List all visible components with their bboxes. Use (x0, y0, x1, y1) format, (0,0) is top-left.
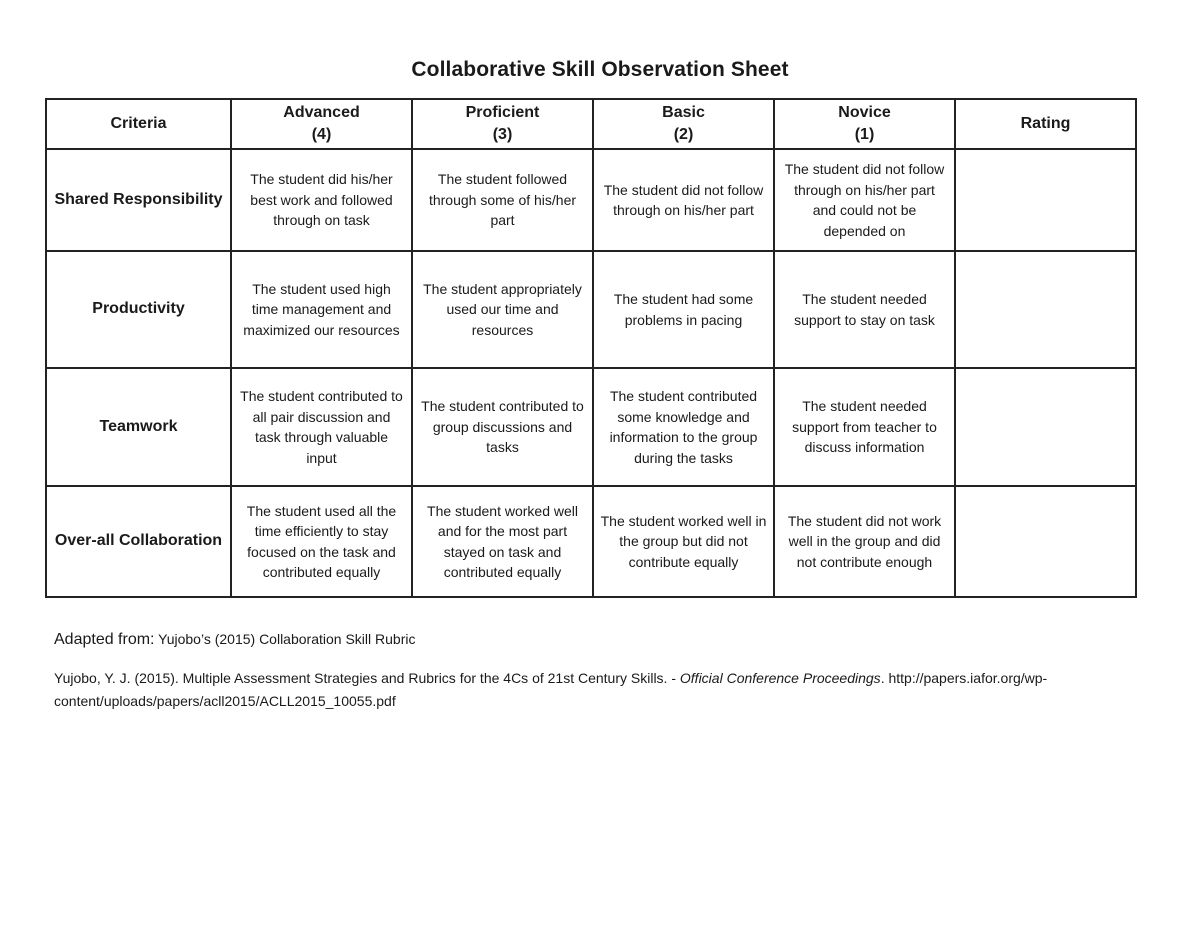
citation-main: Yujobo, Y. J. (2015). Multiple Assessment Strategies and Rubrics for the 4Cs of 21st Century Skills. - (54, 670, 677, 686)
descriptor-cell: The student did not follow through on his/her part and could not be depended on (774, 149, 955, 251)
descriptor-cell: The student worked well and for the most part stayed on task and contributed equally (412, 486, 593, 597)
rating-cell[interactable] (955, 251, 1136, 368)
citation-url[interactable]: . http://papers.iafor.org/wp-content/uploads/papers/acll2015/ACLL2015_10055.pdf (54, 670, 1048, 709)
level-score: (4) (311, 126, 332, 143)
level-name: Advanced (283, 104, 360, 121)
criterion-over-all-collaboration: Over-all Collaboration (46, 486, 231, 597)
descriptor-cell: The student needed support to stay on task (774, 251, 955, 368)
header-rating: Rating (955, 99, 1136, 149)
criterion-productivity: Productivity (46, 251, 231, 368)
level-score: (1) (854, 126, 875, 143)
level-name: Novice (838, 104, 891, 121)
descriptor-cell: The student had some problems in pacing (593, 251, 774, 368)
descriptor-cell: The student followed through some of his/her part (412, 149, 593, 251)
header-row (46, 99, 1136, 149)
descriptor-cell: The student used high time management and maximized our resources (231, 251, 412, 368)
header-advanced (231, 99, 412, 149)
rating-cell[interactable] (955, 486, 1136, 597)
rating-cell[interactable] (955, 368, 1136, 486)
table-row (46, 251, 1136, 368)
criterion-shared-responsibility: Shared Responsibility (46, 149, 231, 251)
rating-cell[interactable] (955, 149, 1136, 251)
rubric-table (45, 98, 1137, 598)
descriptor-cell: The student used all the time efficiently to stay focused on the task and contributed equally (231, 486, 412, 597)
adapted-source: Yujobo’s (2015) Collaboration Skill Rubric (158, 631, 416, 647)
descriptor-cell: The student did his/her best work and followed through on task (231, 149, 412, 251)
descriptor-cell: The student needed support from teacher to discuss information (774, 368, 955, 486)
header-criteria: Criteria (46, 99, 231, 149)
level-name: Basic (662, 104, 705, 121)
criterion-teamwork: Teamwork (46, 368, 231, 486)
descriptor-cell: The student contributed to group discussions and tasks (412, 368, 593, 486)
header-proficient (412, 99, 593, 149)
reference-citation (54, 667, 1144, 713)
table-row (46, 149, 1136, 251)
table-row (46, 368, 1136, 486)
header-basic (593, 99, 774, 149)
descriptor-cell: The student did not work well in the group and did not contribute enough (774, 486, 955, 597)
page-title: Collaborative Skill Observation Sheet (411, 58, 789, 81)
header-novice (774, 99, 955, 149)
table-row (46, 486, 1136, 597)
citation-journal: Official Conference Proceedings (679, 670, 881, 686)
adapted-from-note (54, 631, 415, 649)
level-score: (3) (492, 126, 513, 143)
descriptor-cell: The student worked well in the group but did not contribute equally (593, 486, 774, 597)
adapted-label: Adapted from: (54, 631, 155, 648)
descriptor-cell: The student contributed some knowledge and information to the group during the tasks (593, 368, 774, 486)
descriptor-cell: The student did not follow through on his/her part (593, 149, 774, 251)
descriptor-cell: The student appropriately used our time and resources (412, 251, 593, 368)
level-name: Proficient (465, 104, 540, 121)
level-score: (2) (673, 126, 694, 143)
descriptor-cell: The student contributed to all pair discussion and task through valuable input (231, 368, 412, 486)
